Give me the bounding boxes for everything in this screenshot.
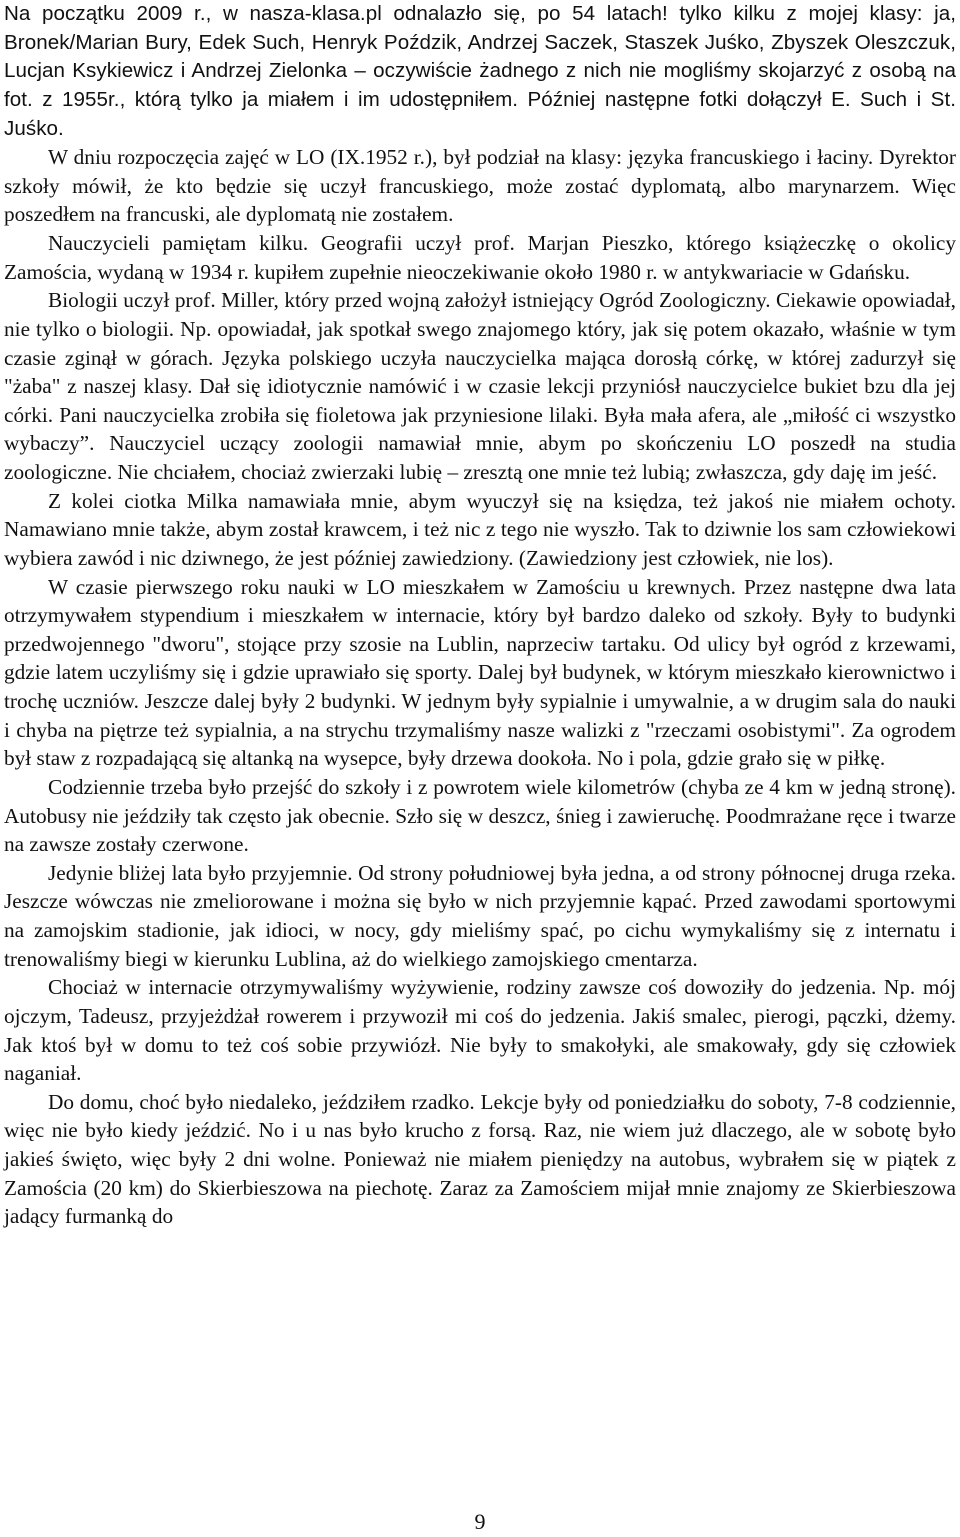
paragraph-4: Biologii uczył prof. Miller, który przed wojną założył istniejący Ogród Zoologiczny. Ciekawie opowiadał, nie tylko o biologii. Np. opowiadał, jak spotkał swego znajomego który, jak się potem okazało, właśnie w tym czasie zginął w górach. Języka polskiego uczyła nauczycielka mająca dorosłą córkę, w której zadurzył się "żaba" z naszej klasy. Dał się idiotycznie namówić i w czasie lekcji przyniósł nauczycielce bukiet bzu dla jej córki. Pani nauczycielka zrobiła się fioletowa jak przyniesione lilaki. Była mała afera, ale „miłość ci wszystko wybaczy”. Nauczyciel uczący zoologii namawiał mnie, abym po skończeniu LO poszedł na studia zoologiczne. Nie chciałem, chociaż zwierzaki lubię – zresztą one mnie też lubią; zwłaszcza, gdy daję im jeść. (4, 288, 956, 484)
paragraph-7: Codziennie trzeba było przejść do szkoły i z powrotem wiele kilometrów (chyba ze 4 km w jedną stronę). Autobusy nie jeździły tak często jak obecnie. Szło się w deszcz, śnieg i zawieruchę. Poodmrażane ręce i twarze na zawsze zostały czerwone. (4, 774, 956, 857)
document-page (4, 0, 956, 1231)
page-number: 9 (474, 1509, 486, 1534)
paragraph-9: Chociaż w internacie otrzymywaliśmy wyżywienie, rodziny zawsze coś dowoziły do jedzenia. Np. mój ojczym, Tadeusz, przyjeżdżał rowerem i przywoził mi coś do jedzenia. Jakiś smalec, pierogi, pączki, dżemy. Jak ktoś był w domu to też coś sobie przywiózł. Nie były to smakołyki, ale smakowały, gdy się człowiek naganiał. (4, 975, 956, 1086)
paragraph-5: Z kolei ciotka Milka namawiała mnie, abym wyuczył się na księdza, też jakoś nie miałem ochoty. Namawiano mnie także, abym został krawcem, i też nic z tego nie wyszło. Tak to dziwnie los sam człowiekowi wybiera zawód i nic dziwnego, że jest później zawiedziony. (Zawiedziony jest człowiek, nie los). (4, 488, 956, 570)
paragraph-1: Na początku 2009 r., w nasza-klasa.pl odnalazło się, po 54 latach! tylko kilku z mojej klasy: ja, Bronek/Marian Bury, Edek Such, Henryk Poździk, Andrzej Saczek, Staszek Juśko, Zbyszek Oleszczuk, Lucjan Ksykiewicz i Andrzej Zielonka – oczywiście żadnego z nich nie mogliśmy skojarzyć z osobą na fot. z 1955r., którą tylko ja miałem i im udostępniłem. Później następne fotki dołączył E. Such i St. Juśko. (4, 2, 956, 140)
paragraph-2: W dniu rozpoczęcia zajęć w LO (IX.1952 r.), był podział na klasy: języka francuskiego i łaciny. Dyrektor szkoły mówił, że kto będzie się uczył francuskiego, może zostać dyplomatą, albo marynarzem. Więc poszedłem na francuski, ale dyplomatą nie zostałem. (4, 145, 956, 227)
paragraph-3: Nauczycieli pamiętam kilku. Geografii uczył prof. Marjan Pieszko, którego książeczkę o okolicy Zamościa, wydaną w 1934 r. kupiłem zupełnie nieoczekiwanie około 1980 r. w antykwariacie w Gdańsku. (4, 231, 956, 284)
paragraph-8: Jedynie bliżej lata było przyjemnie. Od strony południowej była jedna, a od strony północnej druga rzeka. Jeszcze wówczas nie zmeliorowane i można się było w nich przyjemnie kąpać. Przed zawodami sportowymi na zamojskim stadionie, jak idioci, w nocy, gdy mieliśmy spać, po cichu wymykaliśmy się z internatu i trenowaliśmy biegi w kierunku Lublina, aż do wielkiego zamojskiego cmentarza. (4, 860, 956, 971)
paragraph-6: W czasie pierwszego roku nauki w LO mieszkałem w Zamościu u krewnych. Przez następne dwa lata otrzymywałem stypendium i mieszkałem w internacie, który był bardzo daleko od szkoły. Były to budynki przedwojennego "dworu", stojące przy szosie na Lublin, naprzeciw tartaku. Od ulicy był ogród z krzewami, gdzie latem uczyliśmy się i gdzie uprawiało się sporty. Dalej był budynek, w którym mieszkało kierownictwo i trochę uczniów. Jeszcze dalej były 2 budynki. W jednym były sypialnie i umywalnie, a w drugim sala do nauki i chyba na piętrze też sypialnia, a na strychu trzymaliśmy nasze walizki z "rzeczami osobistymi". Za ogrodem był staw z rozpadającą się altanką na wysepce, były drzewa dookoła. No i pola, gdzie grało się w piłkę. (4, 574, 956, 771)
paragraph-10: Do domu, choć było niedaleko, jeździłem rzadko. Lekcje były od poniedziałku do soboty, 7-8 codziennie, więc nie było kiedy jeździć. No i u nas było krucho z forsą. Raz, nie wiem już dlaczego, ale w sobotę było jakieś święto, więc były 2 dni wolne. Ponieważ nie miałem pieniędzy na autobus, wybrałem się w piątek z Zamościa (20 km) do Skierbieszowa na piechotę. Zaraz za Zamościem mijał mnie znajomy ze Skierbieszowa jadący furmanką do (4, 1089, 956, 1229)
